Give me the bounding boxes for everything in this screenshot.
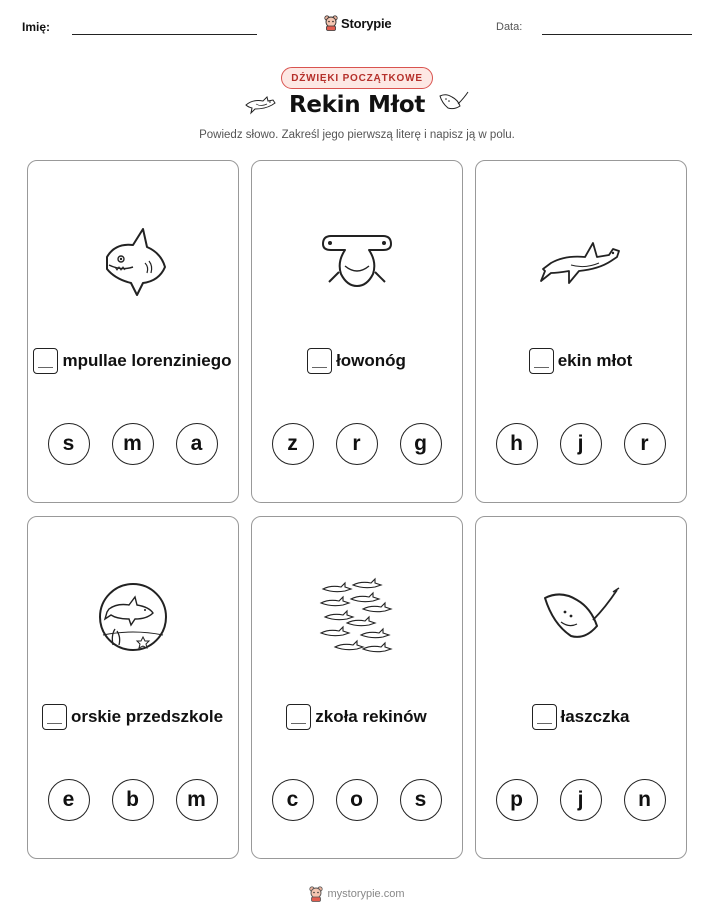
letter-choice[interactable]: s <box>400 779 442 821</box>
footer-url: mystorypie.com <box>327 888 405 900</box>
shark-nursery-icon <box>95 579 171 655</box>
letter-choice[interactable]: s <box>48 423 90 465</box>
word-remainder: ekin młot <box>557 351 633 370</box>
letter-choices <box>476 423 685 465</box>
answer-box[interactable] <box>42 704 67 730</box>
word-remainder: łowonóg <box>336 351 406 370</box>
letter-choice[interactable]: o <box>336 779 378 821</box>
storypie-bear-icon <box>324 15 338 31</box>
letter-choice[interactable]: b <box>112 779 154 821</box>
letter-choice[interactable]: p <box>496 779 538 821</box>
word-remainder: łaszczka <box>560 707 630 726</box>
category-badge: DŹWIĘKI POCZĄTKOWE <box>281 67 433 89</box>
hammerhead-front-icon <box>317 226 397 296</box>
answer-box[interactable] <box>307 348 332 374</box>
letter-choice[interactable]: j <box>560 779 602 821</box>
letter-choice[interactable]: m <box>112 423 154 465</box>
word-remainder: orskie przedszkole <box>70 707 224 726</box>
letter-choice[interactable]: n <box>624 779 666 821</box>
letter-choices <box>28 423 237 465</box>
exercise-card <box>475 160 687 503</box>
letter-choices <box>252 423 461 465</box>
shark-icon <box>93 223 173 299</box>
footer <box>0 886 714 902</box>
brand-logo <box>324 15 391 31</box>
exercise-card <box>251 160 463 503</box>
letter-choice[interactable]: z <box>272 423 314 465</box>
stingray-icon <box>436 88 470 116</box>
exercise-grid <box>27 160 688 860</box>
answer-box[interactable] <box>286 704 311 730</box>
letter-choice[interactable]: h <box>496 423 538 465</box>
letter-choice[interactable]: j <box>560 423 602 465</box>
letter-choice[interactable]: a <box>176 423 218 465</box>
letter-choice[interactable]: g <box>400 423 442 465</box>
exercise-card <box>475 516 687 859</box>
word-remainder: zkoła rekinów <box>315 707 427 726</box>
letter-choices <box>28 779 237 821</box>
letter-choice[interactable]: r <box>624 423 666 465</box>
exercise-card <box>251 516 463 859</box>
storypie-bear-icon <box>309 886 323 902</box>
letter-choice[interactable]: r <box>336 423 378 465</box>
word-remainder: mpullae lorenziniego <box>62 351 232 370</box>
date-label: Data: <box>496 21 523 33</box>
letter-choices <box>252 779 461 821</box>
date-field[interactable] <box>542 34 692 35</box>
exercise-card <box>27 516 239 859</box>
name-field[interactable] <box>72 34 257 35</box>
letter-choice[interactable]: c <box>272 779 314 821</box>
hammerhead-shark-icon <box>539 233 623 289</box>
brand-name: Storypie <box>341 15 392 31</box>
header <box>0 14 714 44</box>
letter-choice[interactable]: e <box>48 779 90 821</box>
instructions: Powiedz słowo. Zakreśl jego pierwszą literę i napisz ją w polu. <box>199 129 515 141</box>
letter-choice[interactable]: m <box>176 779 218 821</box>
answer-box[interactable] <box>532 704 557 730</box>
page-title: Rekin Młot <box>288 92 426 118</box>
exercise-card <box>27 160 239 503</box>
answer-box[interactable] <box>529 348 554 374</box>
stingray-icon <box>539 584 623 650</box>
name-label: Imię: <box>22 20 51 34</box>
shark-school-icon <box>317 577 397 657</box>
letter-choices <box>476 779 685 821</box>
answer-box[interactable] <box>33 348 58 374</box>
